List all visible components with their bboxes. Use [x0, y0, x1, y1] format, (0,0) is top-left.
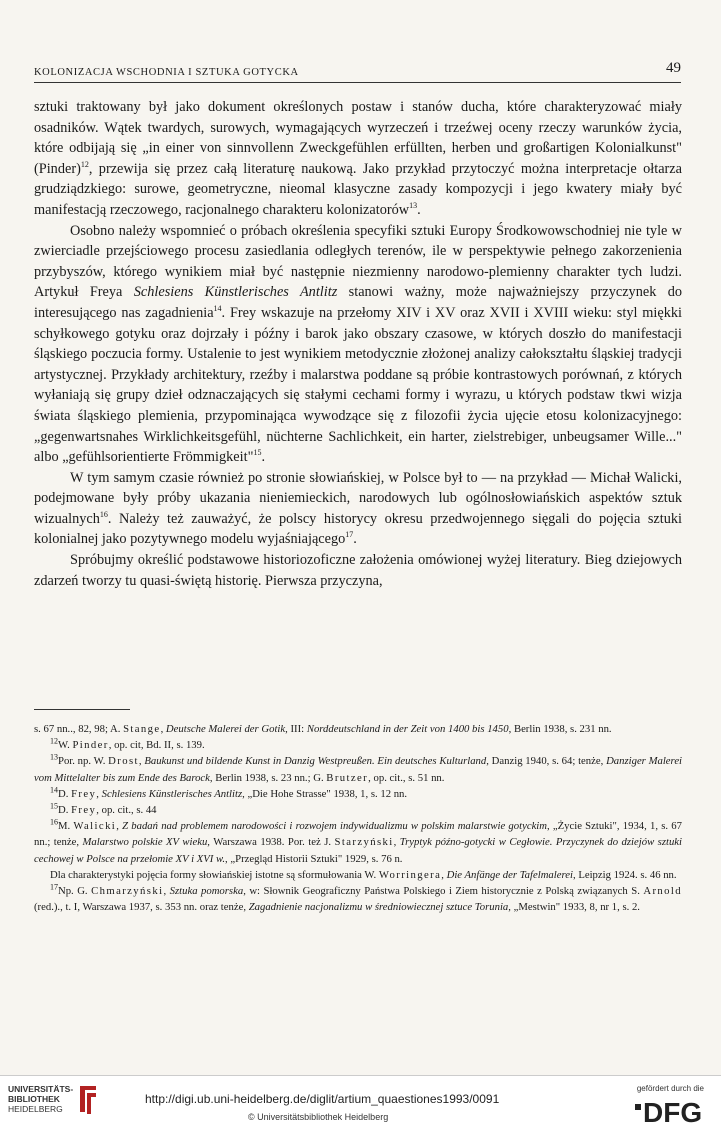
footnote-17: $^{17}$Np. G. Chmarzyński, Sztuka pomorska, w: Słownik Geograficzny Państwa Polskiego i Ziem historycznie z Polską związanych S. Arnold (red.)., t. I, Warszawa 1937, s. 353 nn. oraz tenże, Zagadnienie nacjonalizmu w średniowiecznej sztuce Torunia, „Mestwin" 1933, 8, nr 1, s. 2.	[34, 882, 683, 914]
copyright-notice: © Universitätsbibliothek Heidelberg	[248, 1112, 389, 1122]
page-header	[34, 62, 681, 83]
footnote-13: $^{13}$Por. np. W. Drost, Baukunst und bildende Kunst in Danzig Westpreußen. Ein deutsches Kulturland, Danzig 1940, s. 64; tenże, Danziger Malerei vom Mittelalter bis zum Ende des Barock, Berlin 1938, s. 23 nn.; G. Brutzer, op. cit., s. 51 nn.	[34, 752, 683, 784]
dfg-logo	[635, 1095, 707, 1125]
footnote-15: $^{15}$D. Frey, op. cit., s. 44	[50, 801, 157, 817]
library-name: UNIVERSITÄTS- BIBLIOTHEK HEIDELBERG	[8, 1084, 74, 1114]
digitization-footer	[0, 1075, 721, 1133]
permalink[interactable]: http://digi.ub.uni-heidelberg.de/diglit/artium_quaestiones1993/0091	[145, 1092, 500, 1106]
dfg-logo-text: DFG	[643, 1097, 703, 1125]
footnote-14: $^{14}$D. Frey, Schlesiens Künstlerisches Antlitz, „Die Hohe Strasse" 1938, 1, s. 12 nn.	[50, 785, 408, 800]
paragraph-1: sztuki traktowany był jako dokument określonych postaw i stanów ducha, które charakteryzować miały osadników. Wątek twardych, surowych, wymagających wyrzeczeń i trzeźwej oceny rzeczy warunków życia, które odbijają się „in einer von sinnvollenn Zweckgefühlen erfüllten, herben und großartigen Kolonialkunst" (Pinder)$^{12}$, przewija się przez całą literaturę naukową. Jako przykład przytoczyć można interpretacje ołtarza grudziądzkiego: surowe, geometryczne, nieomal klasyczne zasady kompozycji i jego kwatery miały być manifestacją rzeczowego, racjonalnego charakteru kolonizatorów$^{13}$.	[34, 99, 682, 218]
footnote-16-continued: Dla charakterystyki pojęcia formy słowiańskiej istotne są sformułowania W. Worringera, Die Anfänge der Tafelmalerei, Leipzig 1924. s. 46 nn.	[50, 868, 677, 881]
footnote-12: $^{12}$W. Pinder, op. cit, Bd. II, s. 139.	[50, 736, 205, 752]
library-logo-icon	[76, 1084, 100, 1116]
footnote-divider	[34, 709, 130, 710]
running-title: KOLONIZACJA WSCHODNIA I SZTUKA GOTYCKA	[34, 67, 299, 78]
footnote-continued: s. 67 nn.., 82, 98; A. Stange, Deutsche Malerei der Gotik, III: Norddeutschland in der Zeit von 1400 bis 1450, Berlin 1938, s. 231 nn.	[34, 723, 612, 735]
page-number: 49	[666, 60, 681, 76]
main-text	[34, 97, 682, 591]
funding-note: gefördert durch die	[636, 1084, 704, 1093]
paragraph-3: W tym samym czasie również po stronie słowiańskiej, w Polsce był to — na przykład — Michał Walicki, podejmowane były próby ukazania nieniemieckich, narodowych lub ogólnosłowiańskich aspektów sztuk wizualnych$^{16}$. Należy też zauważyć, że polscy historycy okresu przedwojennego sięgali do pojęcia sztuki kolonialnej jako pozytywnego modelu wyjaśniającego$^{17}$.	[34, 469, 682, 548]
footnote-16: $^{16}$M. Walicki, Z badań nad problemem narodowości i rozwojem indywidualizmu w polskim malarstwie gotyckim, „Życie Sztuki", 1934, 1, s. 67 nn.; tenże, Malarstwo polskie XV wieku, Warszawa 1938. Por. też J. Starzyński, Tryptyk późno-gotycki w Cegłowie. Przyczynek do dziejów sztuki cechowej w Polsce na przełomie XV i XVI w., „Przegląd Historii Sztuki" 1929, s. 76 n.	[34, 817, 683, 865]
paragraph-2: Osobno należy wspomnieć o próbach określenia specyfiki sztuki Europy Środkowowschodniej nie tyle w zwierciadle przejściowego procesu zasiedlania odległych terenów, ile w perspektywie pełnego zakorzenienia przybyszów, którego wynikiem miał być następnie niezmienny narodowo-plemienny charakter tych ludzi. Artykuł Freya Schlesiens Künstlerisches Antlitz stanowi ważny, może najważniejszy przyczynek do interesującego nas zagadnienia$^{14}$. Frey wskazuje na przełomy XIV i XV oraz XVII i XVIII wieku: styl miękki schyłkowego gotyku oraz dojrzały i późny i barok jako obszary czasowe, w których doszło do manifestacji śląskiego poczucia formy. Ustalenie to jest wynikiem metodycznie złożonej analizy całokształtu śląskiej tradycji artystycznej. Przykłady architektury, rzeźby i malarstwa poddane są próbie kontrastowych porównań, z których wyłaniają się grupy dzieł odznaczających się stałymi cechami formy i wyrazu, u których podstaw tkwi wizja świata śląskiego plemienia, przypominająca wywodzące się z filozofii życia ujęcie etosu kolonizacyjnego: „gegenwartsnahes Wirklichkeitsgefühl, nüchterne Sachlichkeit, ein harter, zielstrebiger, unbeugsamer Wille..." albo „gefühlsorientierte Frömmigkeit"$^{15}$.	[34, 222, 682, 466]
paragraph-4: Spróbujmy określić podstawowe historiozoficzne założenia omówionej wyżej literatury. Bieg dziejowych zdarzeń tworzy tu quasi-świętą historię. Pierwsza przyczyna,	[34, 552, 682, 589]
footnotes	[34, 721, 682, 915]
